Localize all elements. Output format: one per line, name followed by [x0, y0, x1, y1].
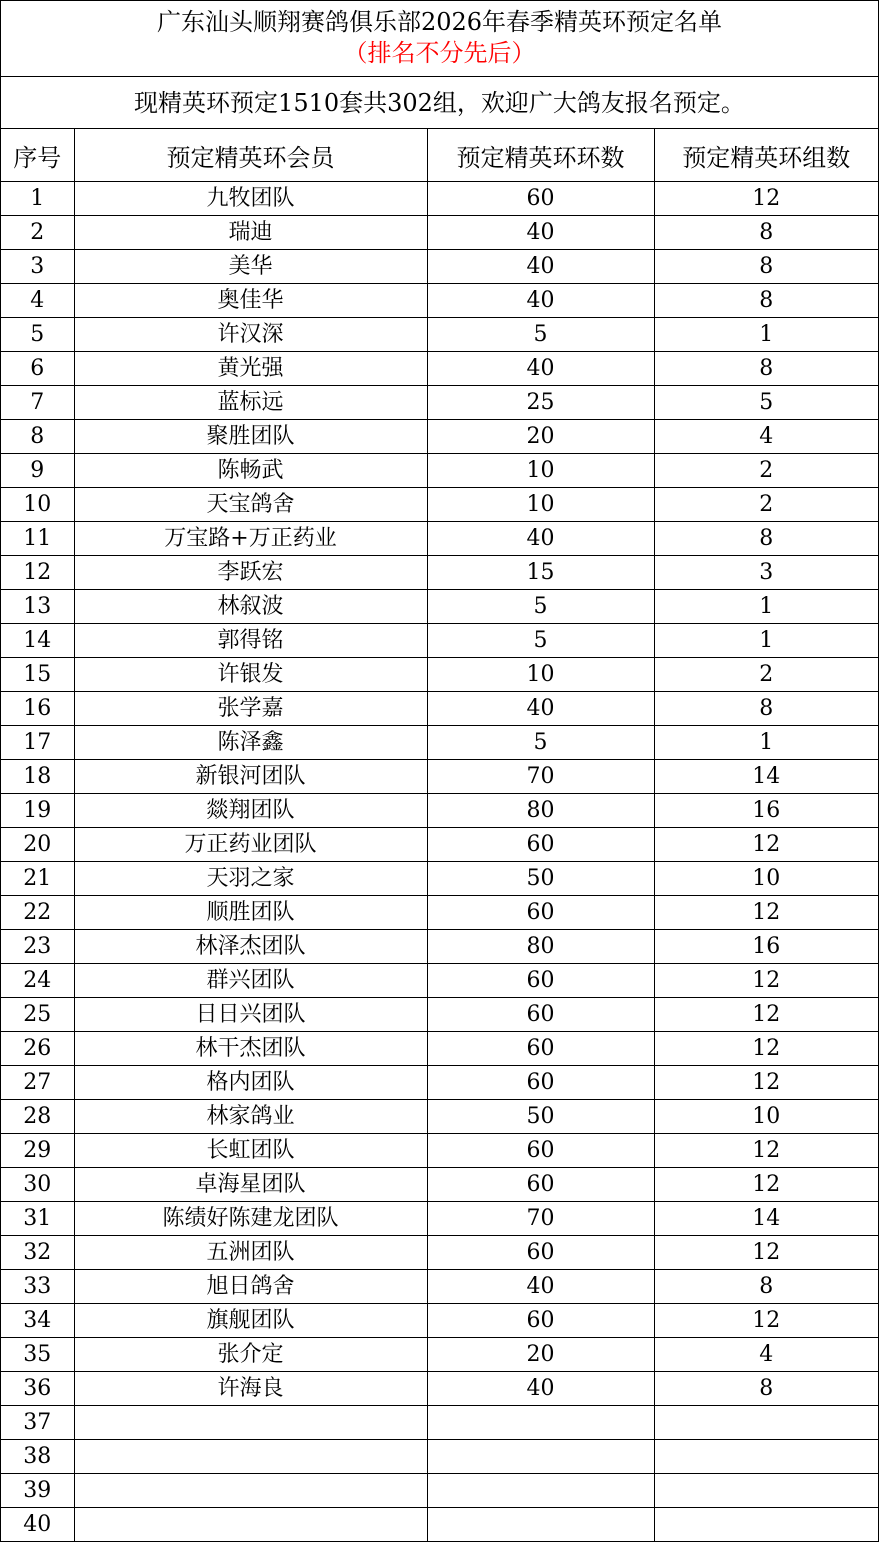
cell-no: 14	[1, 624, 74, 658]
cell-member: 郭得铭	[74, 624, 427, 658]
cell-member: 天宝鸽舍	[74, 488, 427, 522]
cell-no: 9	[1, 454, 74, 488]
cell-member: 天羽之家	[74, 862, 427, 896]
cell-groups: 3	[654, 556, 878, 590]
cell-groups	[654, 1406, 878, 1440]
cell-rings: 60	[427, 998, 654, 1032]
cell-no: 31	[1, 1202, 74, 1236]
cell-no: 36	[1, 1372, 74, 1406]
cell-no: 15	[1, 658, 74, 692]
table-row	[1, 250, 878, 284]
cell-rings: 40	[427, 284, 654, 318]
table-row	[1, 216, 878, 250]
cell-no: 24	[1, 964, 74, 998]
cell-rings: 5	[427, 726, 654, 760]
cell-groups: 1	[654, 726, 878, 760]
table-row	[1, 1372, 878, 1406]
cell-groups: 8	[654, 284, 878, 318]
cell-rings: 40	[427, 522, 654, 556]
table-row	[1, 488, 878, 522]
table-row	[1, 658, 878, 692]
cell-groups: 10	[654, 1100, 878, 1134]
cell-groups: 12	[654, 1032, 878, 1066]
table-row	[1, 794, 878, 828]
table-row	[1, 386, 878, 420]
cell-member	[74, 1440, 427, 1474]
table-row	[1, 1440, 878, 1474]
cell-rings: 60	[427, 896, 654, 930]
cell-rings: 60	[427, 1304, 654, 1338]
cell-rings: 60	[427, 828, 654, 862]
cell-no: 10	[1, 488, 74, 522]
table-row	[1, 1236, 878, 1270]
cell-groups: 12	[654, 964, 878, 998]
cell-no: 5	[1, 318, 74, 352]
cell-rings: 40	[427, 216, 654, 250]
cell-member: 聚胜团队	[74, 420, 427, 454]
cell-no: 35	[1, 1338, 74, 1372]
cell-rings: 60	[427, 1032, 654, 1066]
table-row	[1, 726, 878, 760]
cell-rings: 10	[427, 488, 654, 522]
cell-rings: 50	[427, 862, 654, 896]
cell-groups: 12	[654, 998, 878, 1032]
cell-groups: 12	[654, 1168, 878, 1202]
header-no: 序号	[1, 129, 74, 182]
cell-member: 许海良	[74, 1372, 427, 1406]
cell-rings	[427, 1474, 654, 1508]
cell-groups: 1	[654, 318, 878, 352]
table-row	[1, 896, 878, 930]
cell-no: 11	[1, 522, 74, 556]
cell-rings: 10	[427, 454, 654, 488]
cell-no: 34	[1, 1304, 74, 1338]
cell-member: 顺胜团队	[74, 896, 427, 930]
cell-no: 26	[1, 1032, 74, 1066]
cell-rings	[427, 1440, 654, 1474]
header-rings: 预定精英环环数	[427, 129, 654, 182]
cell-groups: 1	[654, 624, 878, 658]
cell-rings: 60	[427, 1168, 654, 1202]
cell-member: 燚翔团队	[74, 794, 427, 828]
cell-rings: 60	[427, 1236, 654, 1270]
cell-member: 长虹团队	[74, 1134, 427, 1168]
table-row	[1, 352, 878, 386]
cell-no: 30	[1, 1168, 74, 1202]
table-row	[1, 590, 878, 624]
cell-rings: 70	[427, 760, 654, 794]
table-row	[1, 1474, 878, 1508]
table-row	[1, 760, 878, 794]
cell-member: 万正药业团队	[74, 828, 427, 862]
table-row	[1, 284, 878, 318]
cell-no: 20	[1, 828, 74, 862]
table-row	[1, 1270, 878, 1304]
cell-groups: 12	[654, 182, 878, 216]
cell-no: 13	[1, 590, 74, 624]
cell-member: 蓝标远	[74, 386, 427, 420]
cell-groups: 8	[654, 250, 878, 284]
cell-groups: 12	[654, 1134, 878, 1168]
table-row	[1, 1202, 878, 1236]
cell-member: 林泽杰团队	[74, 930, 427, 964]
cell-groups: 2	[654, 658, 878, 692]
cell-member: 林家鸽业	[74, 1100, 427, 1134]
cell-groups: 4	[654, 1338, 878, 1372]
cell-no: 32	[1, 1236, 74, 1270]
cell-groups: 5	[654, 386, 878, 420]
cell-groups: 12	[654, 828, 878, 862]
cell-member: 林叙波	[74, 590, 427, 624]
cell-no: 12	[1, 556, 74, 590]
cell-no: 18	[1, 760, 74, 794]
cell-groups: 12	[654, 1236, 878, 1270]
header-groups: 预定精英环组数	[654, 129, 878, 182]
table-row	[1, 1066, 878, 1100]
cell-no: 6	[1, 352, 74, 386]
cell-groups: 8	[654, 692, 878, 726]
cell-member: 群兴团队	[74, 964, 427, 998]
cell-rings: 25	[427, 386, 654, 420]
cell-rings	[427, 1508, 654, 1542]
cell-member: 张学嘉	[74, 692, 427, 726]
cell-no: 8	[1, 420, 74, 454]
cell-rings: 20	[427, 1338, 654, 1372]
cell-member: 陈畅武	[74, 454, 427, 488]
cell-groups: 14	[654, 1202, 878, 1236]
table-row	[1, 964, 878, 998]
cell-rings: 10	[427, 658, 654, 692]
cell-member	[74, 1474, 427, 1508]
cell-no: 23	[1, 930, 74, 964]
table-row	[1, 1168, 878, 1202]
cell-groups: 2	[654, 488, 878, 522]
table-row	[1, 1032, 878, 1066]
table-row	[1, 1304, 878, 1338]
cell-groups: 12	[654, 1066, 878, 1100]
cell-groups: 8	[654, 1270, 878, 1304]
table-row	[1, 420, 878, 454]
cell-groups: 12	[654, 896, 878, 930]
table-row	[1, 1338, 878, 1372]
cell-no: 2	[1, 216, 74, 250]
cell-no: 28	[1, 1100, 74, 1134]
cell-no: 22	[1, 896, 74, 930]
cell-no: 38	[1, 1440, 74, 1474]
cell-member: 卓海星团队	[74, 1168, 427, 1202]
cell-rings: 60	[427, 1134, 654, 1168]
cell-no: 3	[1, 250, 74, 284]
cell-groups: 8	[654, 216, 878, 250]
cell-member: 林干杰团队	[74, 1032, 427, 1066]
cell-no: 7	[1, 386, 74, 420]
table-row	[1, 1134, 878, 1168]
cell-rings: 40	[427, 1372, 654, 1406]
cell-member	[74, 1508, 427, 1542]
cell-member: 旗舰团队	[74, 1304, 427, 1338]
table-row	[1, 828, 878, 862]
table-header-row	[1, 129, 878, 182]
table-row	[1, 454, 878, 488]
cell-rings: 80	[427, 794, 654, 828]
cell-no: 16	[1, 692, 74, 726]
cell-groups: 8	[654, 352, 878, 386]
cell-member: 美华	[74, 250, 427, 284]
cell-member: 旭日鸽舍	[74, 1270, 427, 1304]
page-subtitle: （排名不分先后）	[343, 39, 536, 67]
title-block	[1, 1, 878, 77]
table-row	[1, 998, 878, 1032]
cell-groups	[654, 1474, 878, 1508]
table-row	[1, 182, 878, 216]
table-row	[1, 1406, 878, 1440]
reservation-table	[1, 129, 878, 1541]
table-row	[1, 862, 878, 896]
cell-rings: 40	[427, 352, 654, 386]
cell-no: 37	[1, 1406, 74, 1440]
cell-rings: 40	[427, 250, 654, 284]
table-row	[1, 318, 878, 352]
table-row	[1, 522, 878, 556]
cell-member: 张介定	[74, 1338, 427, 1372]
table-row	[1, 556, 878, 590]
cell-rings: 5	[427, 590, 654, 624]
cell-member: 日日兴团队	[74, 998, 427, 1032]
cell-member: 奥佳华	[74, 284, 427, 318]
cell-no: 39	[1, 1474, 74, 1508]
cell-member: 五洲团队	[74, 1236, 427, 1270]
table-row	[1, 1508, 878, 1542]
cell-groups: 16	[654, 794, 878, 828]
cell-rings: 40	[427, 1270, 654, 1304]
table-row	[1, 930, 878, 964]
table-row	[1, 624, 878, 658]
cell-member: 陈绩好陈建龙团队	[74, 1202, 427, 1236]
cell-groups: 14	[654, 760, 878, 794]
cell-member: 九牧团队	[74, 182, 427, 216]
cell-rings: 15	[427, 556, 654, 590]
cell-member: 陈泽鑫	[74, 726, 427, 760]
cell-no: 21	[1, 862, 74, 896]
cell-member: 万宝路+万正药业	[74, 522, 427, 556]
table-row	[1, 1100, 878, 1134]
cell-member: 许银发	[74, 658, 427, 692]
cell-groups	[654, 1508, 878, 1542]
cell-member: 格内团队	[74, 1066, 427, 1100]
cell-no: 4	[1, 284, 74, 318]
cell-rings: 80	[427, 930, 654, 964]
cell-rings: 40	[427, 692, 654, 726]
cell-groups: 1	[654, 590, 878, 624]
cell-groups	[654, 1440, 878, 1474]
cell-groups: 8	[654, 1372, 878, 1406]
cell-groups: 16	[654, 930, 878, 964]
cell-groups: 10	[654, 862, 878, 896]
notice-text: 现精英环预定1510套共302组，欢迎广大鸽友报名预定。	[1, 77, 878, 129]
cell-member: 黄光强	[74, 352, 427, 386]
cell-member: 许汉深	[74, 318, 427, 352]
cell-no: 27	[1, 1066, 74, 1100]
cell-no: 19	[1, 794, 74, 828]
cell-rings: 60	[427, 1066, 654, 1100]
cell-member	[74, 1406, 427, 1440]
cell-groups: 12	[654, 1304, 878, 1338]
cell-member: 新银河团队	[74, 760, 427, 794]
cell-no: 25	[1, 998, 74, 1032]
cell-rings: 20	[427, 420, 654, 454]
cell-no: 29	[1, 1134, 74, 1168]
header-member: 预定精英环会员	[74, 129, 427, 182]
cell-groups: 2	[654, 454, 878, 488]
cell-rings: 70	[427, 1202, 654, 1236]
cell-rings: 5	[427, 624, 654, 658]
cell-rings: 60	[427, 182, 654, 216]
cell-no: 17	[1, 726, 74, 760]
cell-no: 1	[1, 182, 74, 216]
cell-no: 40	[1, 1508, 74, 1542]
cell-rings: 50	[427, 1100, 654, 1134]
cell-groups: 8	[654, 522, 878, 556]
cell-member: 李跃宏	[74, 556, 427, 590]
page-title: 广东汕头顺翔赛鸽俱乐部2026年春季精英环预定名单	[156, 8, 723, 36]
cell-groups: 4	[654, 420, 878, 454]
cell-rings: 5	[427, 318, 654, 352]
table-row	[1, 692, 878, 726]
cell-no: 33	[1, 1270, 74, 1304]
cell-rings	[427, 1406, 654, 1440]
cell-member: 瑞迪	[74, 216, 427, 250]
cell-rings: 60	[427, 964, 654, 998]
